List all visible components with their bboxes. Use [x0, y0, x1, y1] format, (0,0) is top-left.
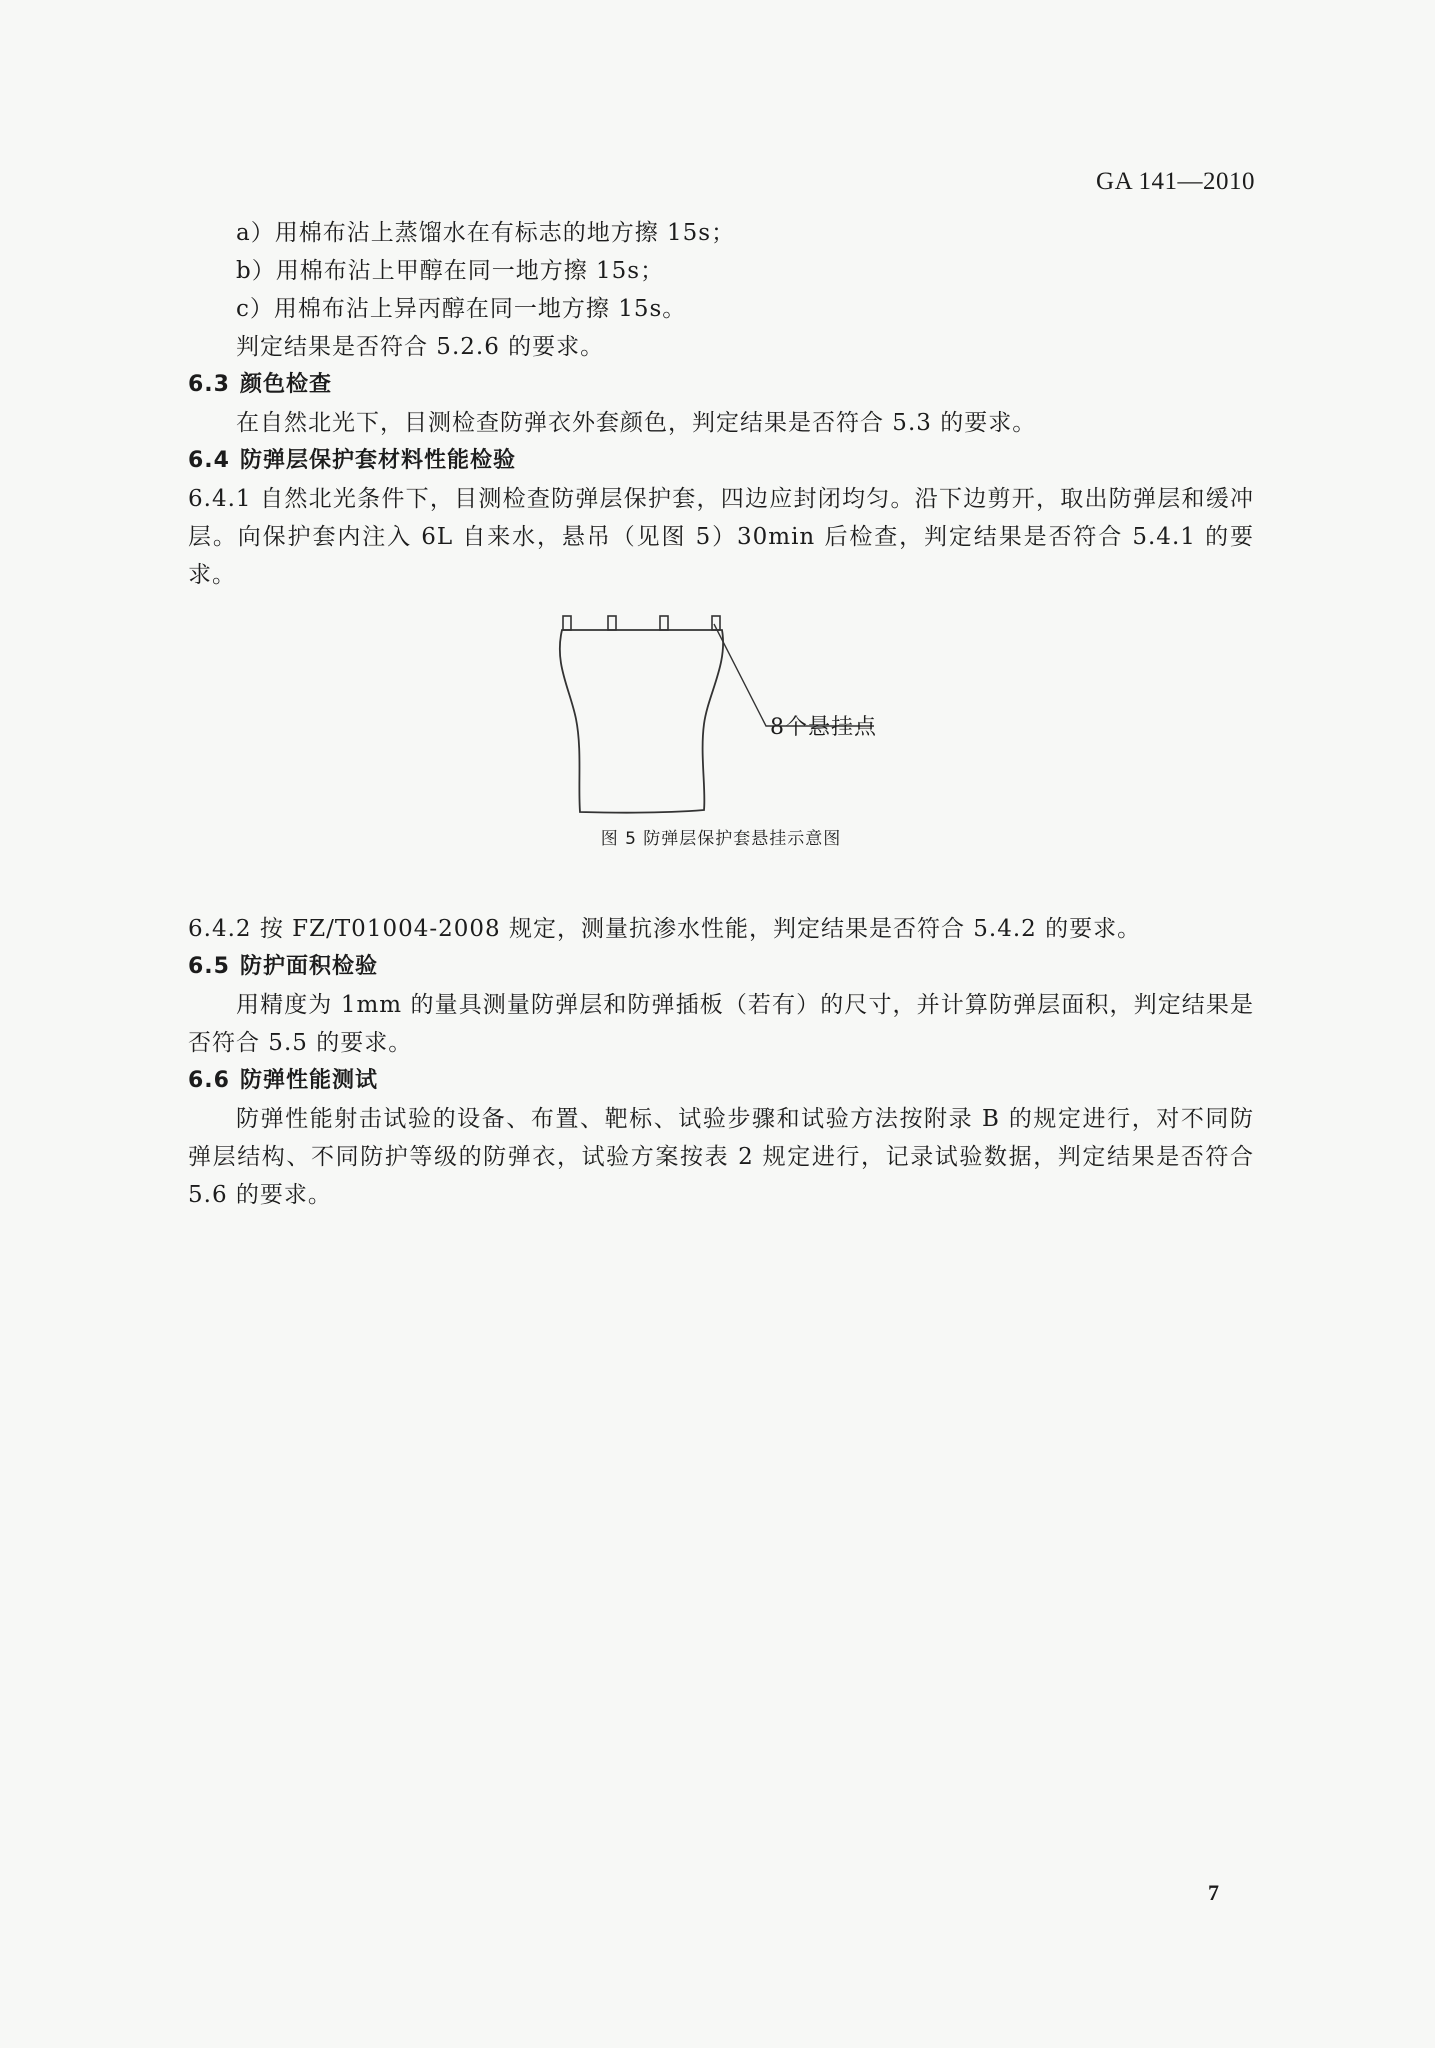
section-64-heading	[188, 442, 1254, 480]
section-65-heading	[188, 948, 1254, 986]
hang-point-3	[660, 616, 668, 630]
section-63-number: 6.3	[188, 372, 230, 397]
section-642-number: 6.4.2	[188, 916, 252, 942]
list-item-a: a）用棉布沾上蒸馏水在有标志的地方擦 15s；	[236, 220, 736, 246]
section-64-title: 防弹层保护套材料性能检验	[240, 448, 517, 473]
section-641-text: 自然北光条件下，目测检查防弹层保护套，四边应封闭均匀。沿下边剪开，取出防弹层和缓冲层。向保护套内注入 6L 自来水，悬吊（见图 5）30min 后检查，判定结果是否符合 5.4.1 的要求。	[188, 486, 1255, 588]
section-66-title: 防弹性能测试	[240, 1068, 379, 1093]
section-641-paragraph	[188, 480, 1254, 594]
section-63-text: 在自然北光下，目测检查防弹衣外套颜色，判定结果是否符合 5.3 的要求。	[236, 410, 1037, 436]
section-65-text: 用精度为 1mm 的量具测量防弹层和防弹插板（若有）的尺寸，并计算防弹层面积，判定结果是否符合 5.5 的要求。	[188, 992, 1254, 1056]
standard-code: GA 141—2010	[1096, 168, 1255, 195]
section-65-number: 6.5	[188, 954, 230, 979]
figure-5-caption: 图 5 防弹层保护套悬挂示意图	[600, 829, 842, 849]
document-body	[188, 214, 1254, 1214]
section-641-number: 6.4.1	[188, 486, 252, 512]
list-item-c: c）用棉布沾上异丙醇在同一地方擦 15s。	[236, 296, 687, 322]
section-65-title: 防护面积检验	[240, 954, 379, 979]
section-63-title: 颜色检查	[240, 372, 333, 397]
protective-cover-outline	[560, 630, 723, 813]
section-642-text: 按 FZ/T01004-2008 规定，测量抗渗水性能，判定结果是否符合 5.4.2 的要求。	[259, 916, 1142, 942]
page-number: 7	[1208, 1880, 1219, 1905]
list-item-b: b）用棉布沾上甲醇在同一地方擦 15s；	[236, 258, 665, 284]
section-625-conclusion: 判定结果是否符合 5.2.6 的要求。	[236, 334, 605, 360]
section-66-text: 防弹性能射击试验的设备、布置、靶标、试验步骤和试验方法按附录 B 的规定进行，对不同防弹层结构、不同防护等级的防弹衣，试验方案按表 2 规定进行，记录试验数据，判定结果是否符合 5.6 的要求。	[188, 1106, 1254, 1208]
hang-point-1	[563, 616, 571, 630]
hang-point-2	[608, 616, 616, 630]
section-64-number: 6.4	[188, 448, 230, 473]
section-642-paragraph	[188, 910, 1254, 948]
vest-cover-hanging-diagram	[188, 614, 1254, 904]
figure-5	[188, 614, 1254, 904]
section-63-heading	[188, 366, 1254, 404]
hang-points-label: 8个悬挂点	[770, 715, 877, 740]
section-66-heading	[188, 1062, 1254, 1100]
section-66-number: 6.6	[188, 1068, 230, 1093]
